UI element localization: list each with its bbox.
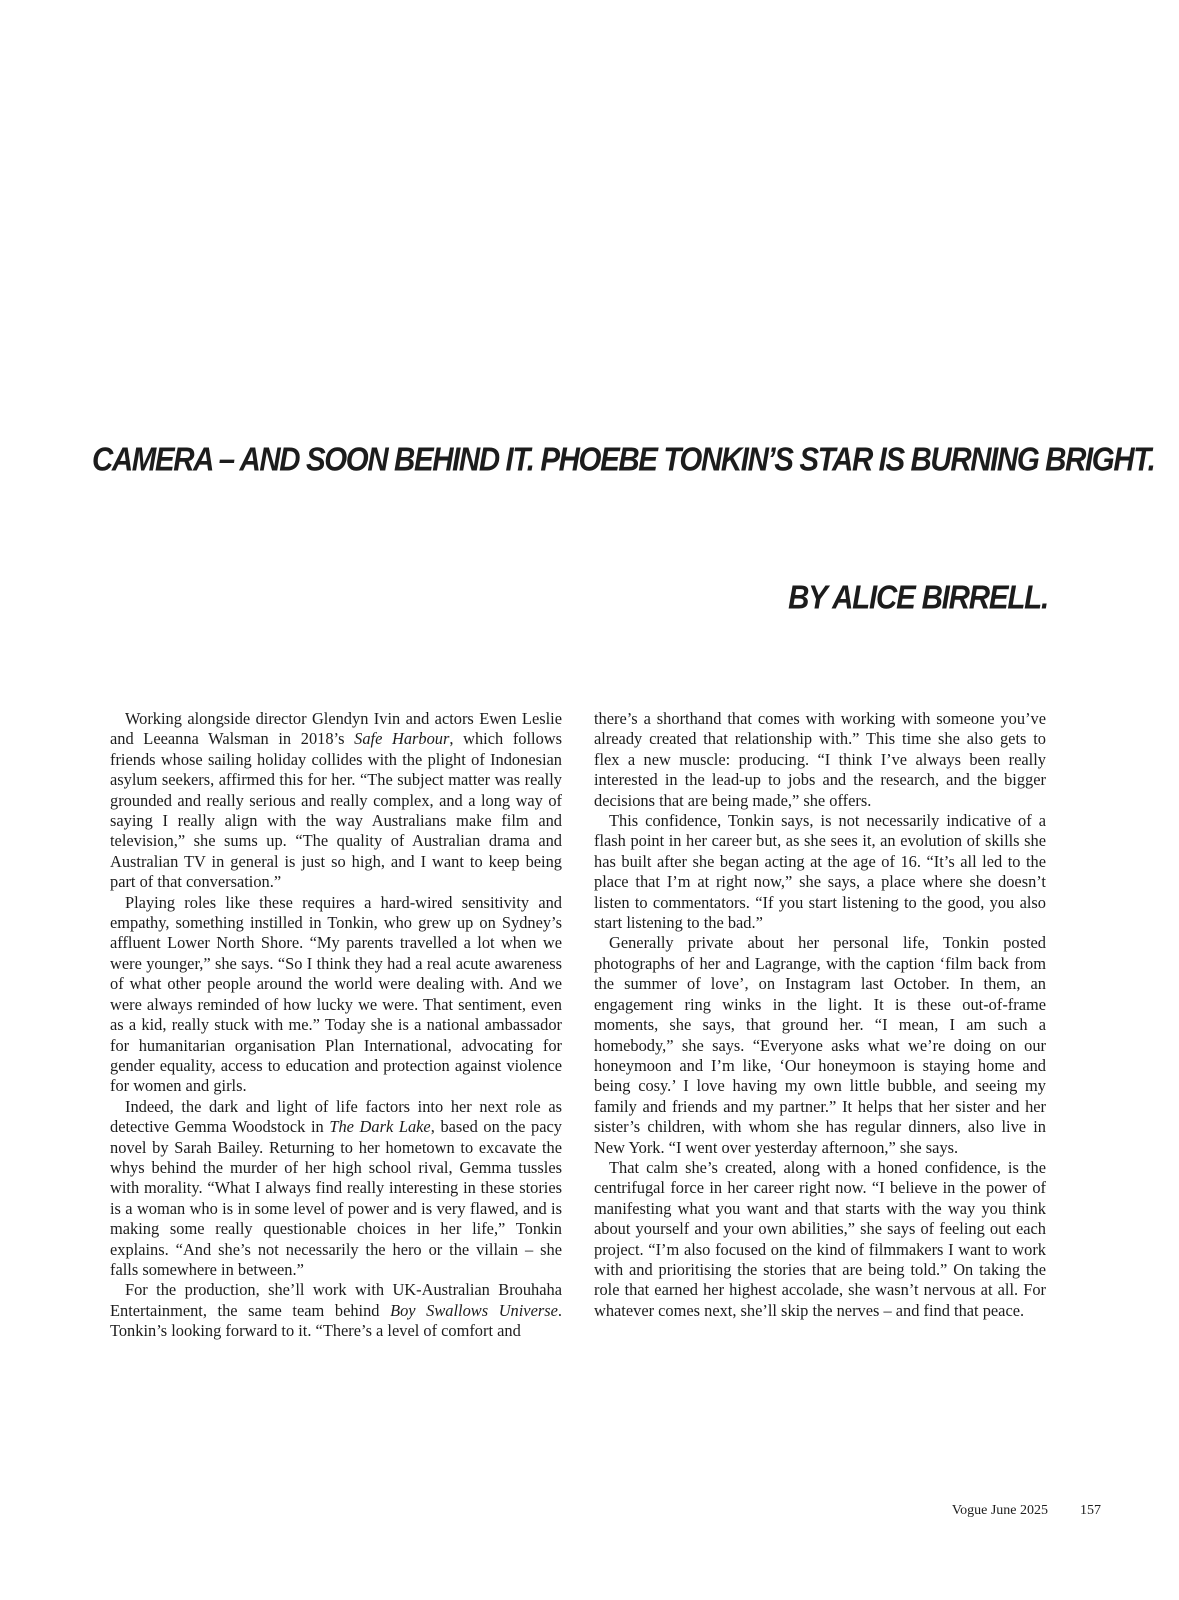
page-number: 157 <box>1080 1503 1101 1518</box>
headline: CAMERA – AND SOON BEHIND IT. PHOEBE TONKIN’S STAR IS BURNING BRIGHT. <box>92 441 1155 479</box>
byline: BY ALICE BIRRELL. <box>788 579 1048 617</box>
paragraph: That calm she’s created, along with a honed confidence, is the centrifugal force in her career right now. “I believe in the power of manifesting what you want and that starts with the way you think about yourself and your own abilities,” she says of feeling out each project. “I’m also focused on the kind of filmmakers I want to work with and prioritising the stories that are being told.” On taking the role that earned her highest accolade, she wasn’t nervous at all. For whatever comes next, she’ll skip the nerves – and find that peace. <box>594 1157 1046 1320</box>
paragraph: there’s a shorthand that comes with working with someone you’ve already created that relationship with.” This time she also gets to flex a new muscle: producing. “I think I’ve always been really interested in the lead-up to jobs and the research, and the bigger decisions that are being made,” she offers. <box>594 709 1046 810</box>
paragraph: Indeed, the dark and light of life factors into her next role as detective Gemma Woodstock in The Dark Lake, based on the pacy novel by Sarah Bailey. Returning to her hometown to excavate the whys behind the murder of her high school rival, Gemma tussles with morality. “What I always find really interesting in these stories is a woman who is in some level of power and is very flawed, and is making some really questionable choices in her life,” Tonkin explains. “And she’s not necessarily the hero or the villain – she falls somewhere in between.” <box>110 1096 562 1279</box>
article-column-left <box>110 709 562 1342</box>
novel-title: The Dark Lake <box>329 1117 431 1137</box>
paragraph: This confidence, Tonkin says, is not necessarily indicative of a flash point in her career but, as she sees it, an evolution of skills she has built after she began acting at the age of 16. “It’s all led to the place that I’m at right now,” she says, a place where she doesn’t listen to commentators. “If you start listening to the good, you also start listening to the bad.” <box>594 811 1046 933</box>
series-title: Boy Swallows Universe <box>390 1300 558 1320</box>
article-column-right <box>594 709 1046 1321</box>
paragraph: Playing roles like these requires a hard-wired sensitivity and empathy, something instilled in Tonkin, who grew up on Sydney’s affluent Lower North Shore. “My parents travelled a lot when we were younger,” she says. “So I think they had a real acute awareness of what other people around the world were dealing with. And we were always reminded of how lucky we were. That sentiment, even as a kid, really stuck with me.” Today she is a national ambassador for humanitarian organisation Plan International, advocating for gender equality, access to education and protection against violence for women and girls. <box>110 892 562 1096</box>
film-title: Safe Harbour <box>354 729 450 749</box>
paragraph: Working alongside director Glendyn Ivin and actors Ewen Leslie and Leeanna Walsman in 2018’s Safe Harbour, which follows friends whose sailing holiday collides with the plight of Indonesian asylum seekers, affirmed this for her. “The subject matter was really grounded and really serious and really complex, and a long way of saying I really align with the way Australians make film and television,” she sums up. “The quality of Australian drama and Australian TV in general is just so high, and I want to keep being part of that conversation.” <box>110 709 563 892</box>
paragraph: For the production, she’ll work with UK-Australian Brouhaha Entertainment, the same team behind Boy Swallows Universe. Tonkin’s looking forward to it. “There’s a level of comfort and <box>110 1280 562 1341</box>
paragraph: Generally private about her personal life, Tonkin posted photographs of her and Lagrange, with the caption ‘film back from the summer of love’, on Instagram last October. In them, an engagement ring winks in the light. It is these out-of-frame moments, she says, that ground her. “I mean, I am such a homebody,” she says. “Everyone asks what we’re doing on our honeymoon and I’m like, ‘Our honeymoon is staying home and being cosy.’ I love having my own little bubble, and seeing my family and friends and my partner.” It helps that her sister and her sister’s children, with whom she has regular dinners, also live in New York. “I went over yesterday afternoon,” she says. <box>594 933 1046 1157</box>
publication-name: Vogue June 2025 <box>951 1503 1048 1518</box>
page-footer <box>952 1503 1101 1519</box>
